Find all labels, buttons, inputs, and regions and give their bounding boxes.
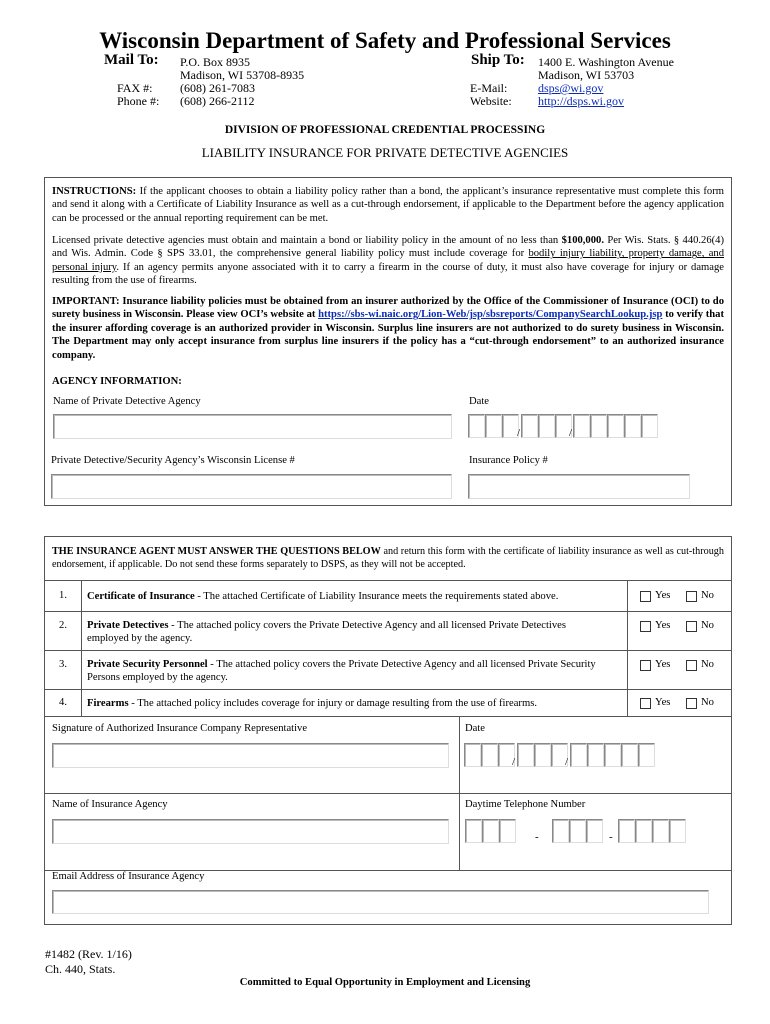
phone-digit-box[interactable] [652,819,669,843]
signature-date-day[interactable] [517,743,568,767]
question-1-number: 1. [59,590,67,601]
date-digit-box[interactable] [624,414,641,438]
fax-number: (608) 261-7083 [180,81,255,95]
ship-address-line2: Madison, WI 53703 [538,68,635,82]
question-2-text: Private Detectives - The attached policy covers the Private Detective Agency and all licensed Private Detectives employed by the agency. [87,620,566,645]
insurance-agency-email-input[interactable] [52,890,709,914]
policy-label: Insurance Policy # [469,455,548,466]
date-digit-box[interactable] [621,743,638,767]
date-digit-box[interactable] [464,743,481,767]
row-divider [45,580,731,581]
date-digit-box[interactable] [485,414,502,438]
date-digit-box[interactable] [587,743,604,767]
date-digit-box[interactable] [638,743,655,767]
mail-address-line2: Madison, WI 53708-8935 [180,68,305,82]
website-link[interactable]: http://dsps.wi.gov [538,94,625,108]
question-3-no-checkbox[interactable] [686,660,697,671]
instructions-paragraph: INSTRUCTIONS: If the applicant chooses to obtain a liability policy rather than a bond, the applicant’s insurance representative must complete this form and send it along with a Certificate of Liability Insurance as well as a cut-through endorsement, if applicable to the Department before the agency application can be processed or the annual reporting requirement can be met. [52,186,724,224]
date-digit-box[interactable] [607,414,624,438]
question-4-no-label: No [701,697,714,708]
website-label: Website: [470,94,512,108]
row-divider [45,611,731,612]
policy-input[interactable] [468,474,690,499]
date-digit-box[interactable] [521,414,538,438]
row-divider [45,689,731,690]
question-4-text: Firearms - The attached policy includes coverage for injury or damage resulting from the use of firearms. [87,698,537,709]
column-divider [81,580,82,716]
fax-label: FAX #: [117,81,153,95]
ship-to-label: Ship To: [471,52,525,68]
agency-name-input[interactable] [53,414,452,439]
date-separator: / [565,756,569,768]
question-1-yes-label: Yes [655,590,671,601]
row-divider [45,716,731,717]
question-3-no-label: No [701,659,714,670]
phone-line-number[interactable] [618,819,686,843]
signature-label: Signature of Authorized Insurance Company Representative [52,723,308,734]
question-1-no-checkbox[interactable] [686,591,697,602]
date-digit-box[interactable] [604,743,621,767]
date-digit-box[interactable] [517,743,534,767]
mail-to-label: Mail To: [104,52,159,68]
date-digit-box[interactable] [481,743,498,767]
phone-digit-box[interactable] [465,819,482,843]
agency-date-year[interactable] [573,414,658,438]
important-paragraph: IMPORTANT: Insurance liability policies must be obtained from an insurer authorized by the Office of the Commissioner of Insurance (OCI) to do surety business in Wisconsin. Please view OCI’s website at https://sbs-wi.naic.org/Lion-Web/jsp/sbsreports/CompanySearchLookup.jsp to verify that the insurer affording coverage is an authorized provider in Wisconsin. Surplus line insurers are not authorized to do surety business in Wisconsin. The Department may only accept insurance from surplus line insurers if the policy has a “cut-through endorsement” to an authorized insurance company. [52,296,725,361]
email-link[interactable]: dsps@wi.gov [538,81,604,95]
phone-area-code[interactable] [465,819,516,843]
question-2-yes-checkbox[interactable] [640,621,651,632]
date-digit-box[interactable] [641,414,658,438]
date-digit-box[interactable] [534,743,551,767]
row-divider [45,793,731,794]
date-separator: / [512,756,516,768]
phone-separator: - [535,831,539,843]
question-2-number: 2. [59,620,67,631]
daytime-phone-label: Daytime Telephone Number [465,799,586,810]
signature-date-year[interactable] [570,743,655,767]
form-number: #1482 (Rev. 1/16) [45,947,132,961]
agency-date-month[interactable] [468,414,519,438]
signature-date-label: Date [465,723,485,734]
insurance-agency-name-label: Name of Insurance Agency [52,799,168,810]
phone-digit-box[interactable] [569,819,586,843]
date-digit-box[interactable] [573,414,590,438]
ship-address-line1: 1400 E. Washington Avenue [538,55,674,69]
requirements-paragraph: Licensed private detective agencies must obtain and maintain a bond or liability policy in the amount of no less than $100,000. Per Wis. Stats. § 440.26(4) and Wis. Admin. Code § SPS 33.01, the comprehensive general liability policy must include coverage for bodily injury liability, property damage, and personal injury. If an agency permits anyone associated with it to carry a firearm in the course of duty, it must also have coverage for injury or damage resulting from the use of firearms. [52,235,725,287]
insurance-agency-name-input[interactable] [52,819,449,844]
license-input[interactable] [51,474,452,499]
question-2-no-label: No [701,620,714,631]
column-divider [627,580,628,716]
oci-link[interactable]: https://sbs-wi.naic.org/Lion-Web/jsp/sbsreports/CompanySearchLookup.jsp [318,309,663,321]
phone-prefix[interactable] [552,819,603,843]
phone-digit-box[interactable] [586,819,603,843]
date-digit-box[interactable] [590,414,607,438]
phone-digit-box[interactable] [552,819,569,843]
agency-date-day[interactable] [521,414,572,438]
date-digit-box[interactable] [570,743,587,767]
phone-label: Phone #: [117,94,160,108]
division-title: DIVISION OF PROFESSIONAL CREDENTIAL PROCESSING [224,124,546,136]
instructions-section [44,177,732,506]
phone-separator: - [609,831,613,843]
agent-heading: THE INSURANCE AGENT MUST ANSWER THE QUESTIONS BELOW and return this form with the certificate of liability insurance as well as cut-through endorsement, if applicable. Do not send these forms separately to DSPS, as they will not be accepted. [52,546,724,571]
phone-digit-box[interactable] [482,819,499,843]
email-label: E-Mail: [470,81,508,95]
question-4-yes-checkbox[interactable] [640,698,651,709]
question-2-no-checkbox[interactable] [686,621,697,632]
insurance-agency-email-label: Email Address of Insurance Agency [52,871,205,882]
question-2-yes-label: Yes [655,620,671,631]
statute-reference: Ch. 440, Stats. [45,962,116,976]
date-digit-box[interactable] [468,414,485,438]
question-3-number: 3. [59,659,67,670]
date-separator: / [569,427,573,439]
agency-date-label: Date [469,396,489,407]
phone-digit-box[interactable] [618,819,635,843]
agency-info-heading: AGENCY INFORMATION: [52,376,182,387]
question-4-number: 4. [59,697,67,708]
signature-input[interactable] [52,743,449,768]
insurance-agent-section [44,536,732,925]
phone-number: (608) 266-2112 [180,94,255,108]
question-1-text: Certificate of Insurance - The attached Certificate of Liability Insurance meets the requirements stated above. [87,591,559,602]
question-3-yes-label: Yes [655,659,671,670]
phone-digit-box[interactable] [635,819,652,843]
date-digit-box[interactable] [538,414,555,438]
question-3-yes-checkbox[interactable] [640,660,651,671]
equal-opportunity-tagline: Committed to Equal Opportunity in Employment and Licensing [239,977,531,988]
phone-digit-box[interactable] [499,819,516,843]
question-3-text: Private Security Personnel - The attached policy covers the Private Detective Agency and all licensed Private Security Persons employed by the agency. [87,659,596,684]
question-1-no-label: No [701,590,714,601]
row-divider [45,650,731,651]
form-title: LIABILITY INSURANCE FOR PRIVATE DETECTIVE AGENCIES [201,145,569,160]
license-label: Private Detective/Security Agency’s Wisconsin License # [51,455,295,466]
signature-date-month[interactable] [464,743,515,767]
question-4-no-checkbox[interactable] [686,698,697,709]
phone-digit-box[interactable] [669,819,686,843]
date-separator: / [517,427,521,439]
question-4-yes-label: Yes [655,697,671,708]
page-title: Wisconsin Department of Safety and Professional Services [99,28,671,53]
agency-name-label: Name of Private Detective Agency [53,396,201,407]
question-1-yes-checkbox[interactable] [640,591,651,602]
mail-address-line1: P.O. Box 8935 [180,55,251,69]
